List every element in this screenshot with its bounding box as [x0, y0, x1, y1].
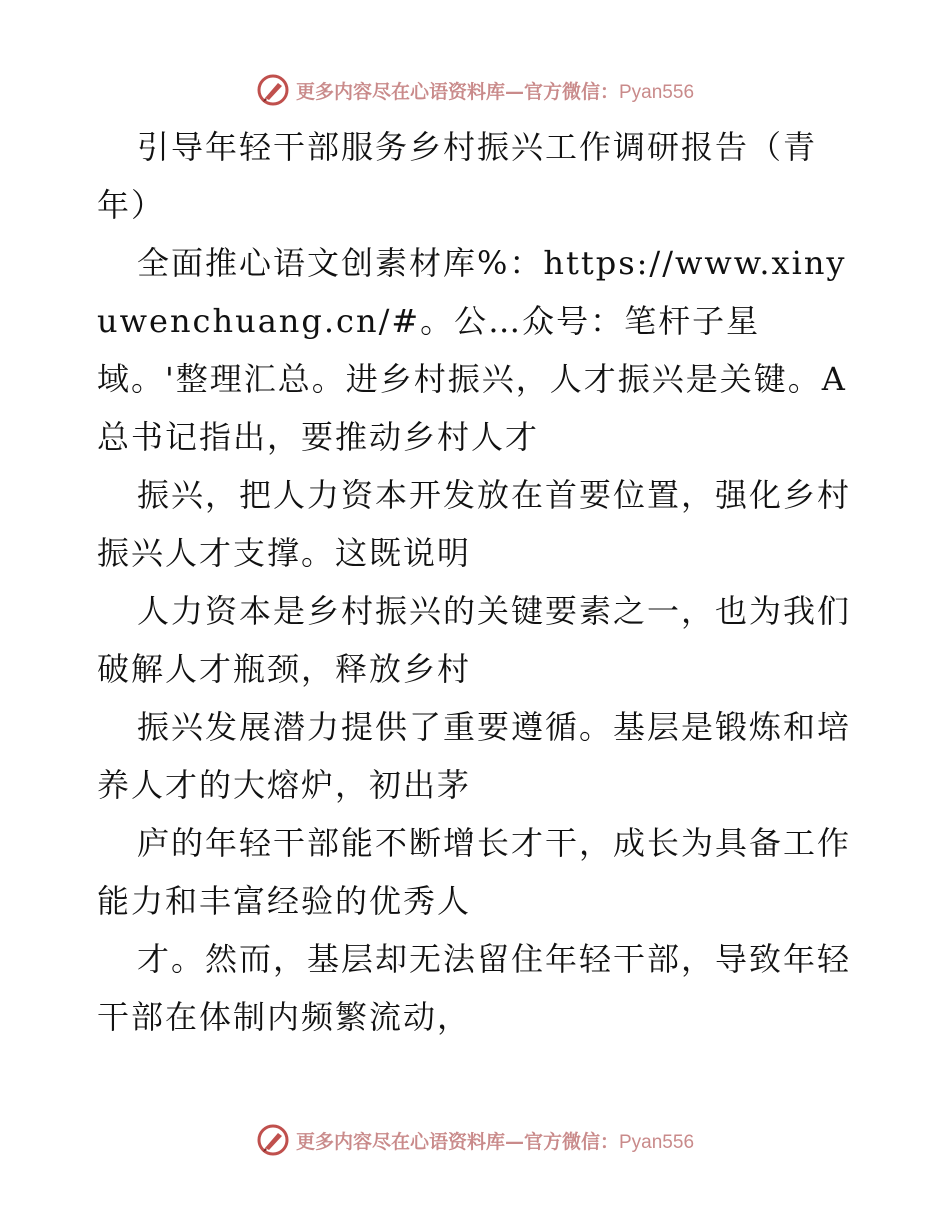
footer-banner — [0, 1120, 950, 1160]
wechat-id: Pyan556 — [619, 81, 695, 103]
paragraph-5: 庐的年轻干部能不断增长才干，成长为具备工作能力和丰富经验的优秀人 — [97, 824, 852, 920]
pen-logo-icon — [256, 73, 290, 107]
wechat-id: Pyan556 — [619, 1131, 695, 1153]
document-title: 引导年轻干部服务乡村振兴工作调研报告（青年） — [97, 128, 818, 224]
paragraph-4: 振兴发展潜力提供了重要遵循。基层是锻炼和培养人才的大熔炉，初出茅 — [97, 708, 852, 804]
paragraph-6: 才。然而，基层却无法留住年轻干部，导致年轻干部在体制内频繁流动， — [97, 940, 852, 1036]
paragraph-3: 人力资本是乡村振兴的关键要素之一，也为我们破解人才瓶颈，释放乡村 — [97, 592, 852, 688]
banner-text: 更多内容尽在心语资料库—官方微信：Pyan556 — [295, 80, 695, 103]
paragraph-2: 振兴，把人力资本开发放在首要位置，强化乡村振兴人才支撑。这既说明 — [97, 476, 852, 572]
banner-text: 更多内容尽在心语资料库—官方微信：Pyan556 — [295, 1130, 695, 1153]
paragraph-1: 全面推心语文创素材库%：https://www.xinyuwenchuang.cn/#。公…众号：笔杆子星域。'整理汇总。进乡村振兴，人才振兴是关键。A总书记指出，要推动乡村人才 — [97, 244, 847, 456]
header-banner — [0, 70, 950, 110]
pen-logo-icon — [256, 1123, 290, 1157]
document-body — [97, 118, 853, 1046]
